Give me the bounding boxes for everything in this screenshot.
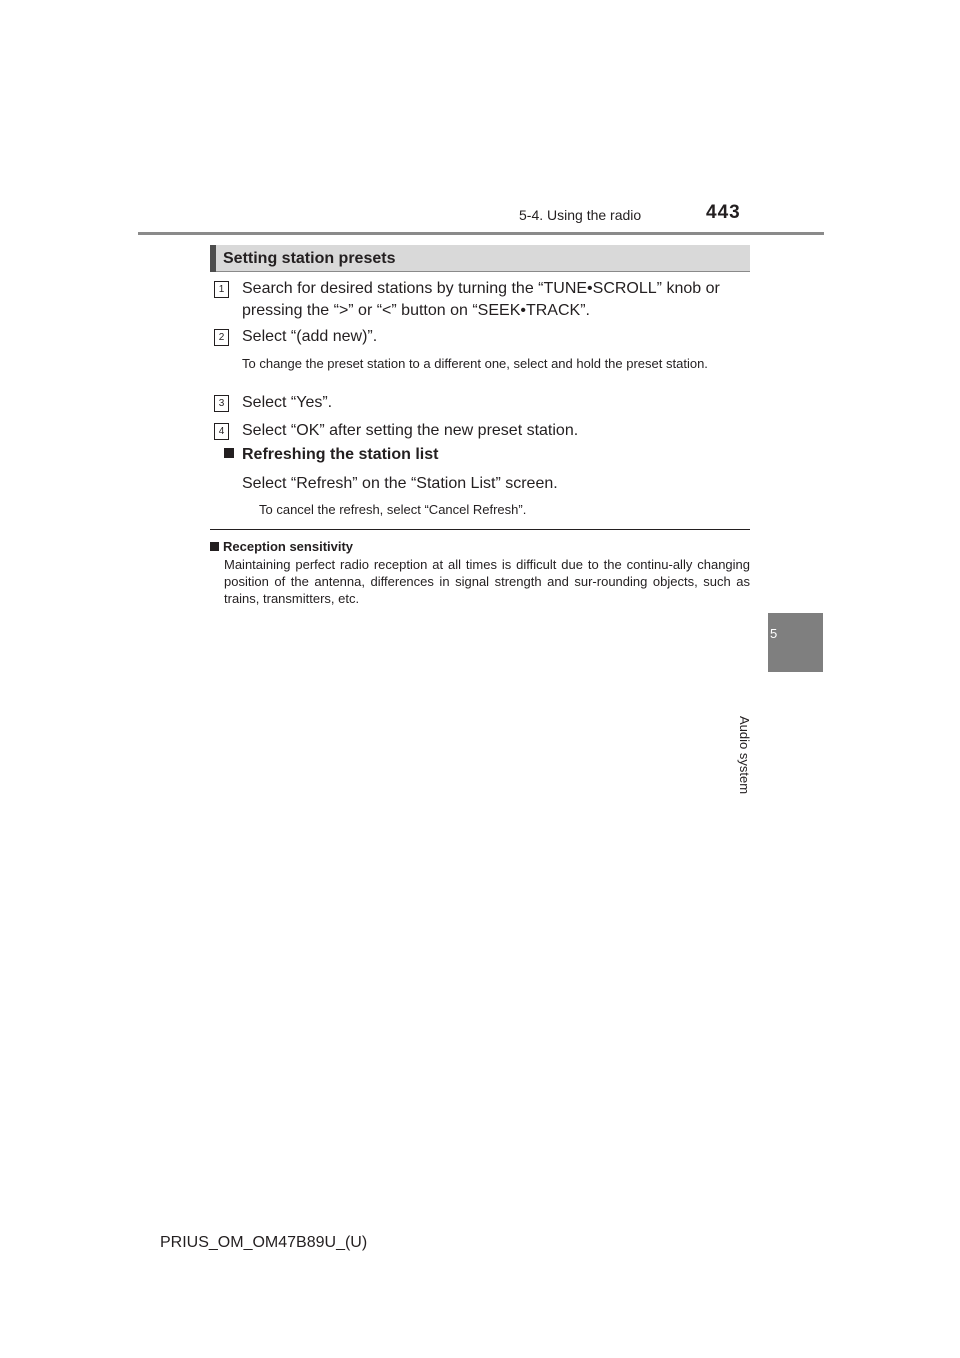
square-bullet-icon [210,542,219,551]
info-title: Reception sensitivity [223,539,354,554]
step-1-text: Search for desired stations by turning the “TUNE•SCROLL” knob or pressing the “>” or “<” button on “SEEK•TRACK”. [242,280,720,319]
info-text: Maintaining perfect radio reception at all times is difficult due to the continu-ally changing position of the antenna, differences in signal strength and sur-rounding objects, such as trains, transmitters, etc. [224,557,750,606]
page-number: 443 [706,202,741,223]
section-title: Setting station presets [223,250,396,267]
header-section-title: 5-4. Using the radio [519,207,642,223]
subsection-text: Select “Refresh” on the “Station List” screen. [242,475,558,492]
chapter-number: 5 [770,626,778,641]
step-4-text: Select “OK” after setting the new preset station. [242,422,579,439]
info-heading [210,539,353,554]
subsection-title: Refreshing the station list [242,446,439,463]
header-rule [138,232,824,235]
subsection-heading [224,446,438,464]
section-heading-bar [210,245,216,272]
footer-code: PRIUS_OM_OM47B89U_(U) [160,1234,368,1251]
section-divider [210,529,750,530]
step-3-text: Select “Yes”. [242,394,333,411]
square-bullet-icon [224,448,234,458]
chapter-tab [768,613,823,672]
step-number-4: 4 [214,423,229,440]
step-number-1: 1 [214,281,229,298]
step-2-note: To change the preset station to a different one, select and hold the preset station. [242,356,708,371]
step-number-2: 2 [214,329,229,346]
chapter-label: Audio system [737,716,752,795]
step-2-text: Select “(add new)”. [242,328,378,345]
subsection-note: To cancel the refresh, select “Cancel Refresh”. [259,502,527,517]
step-number-3: 3 [214,395,229,412]
